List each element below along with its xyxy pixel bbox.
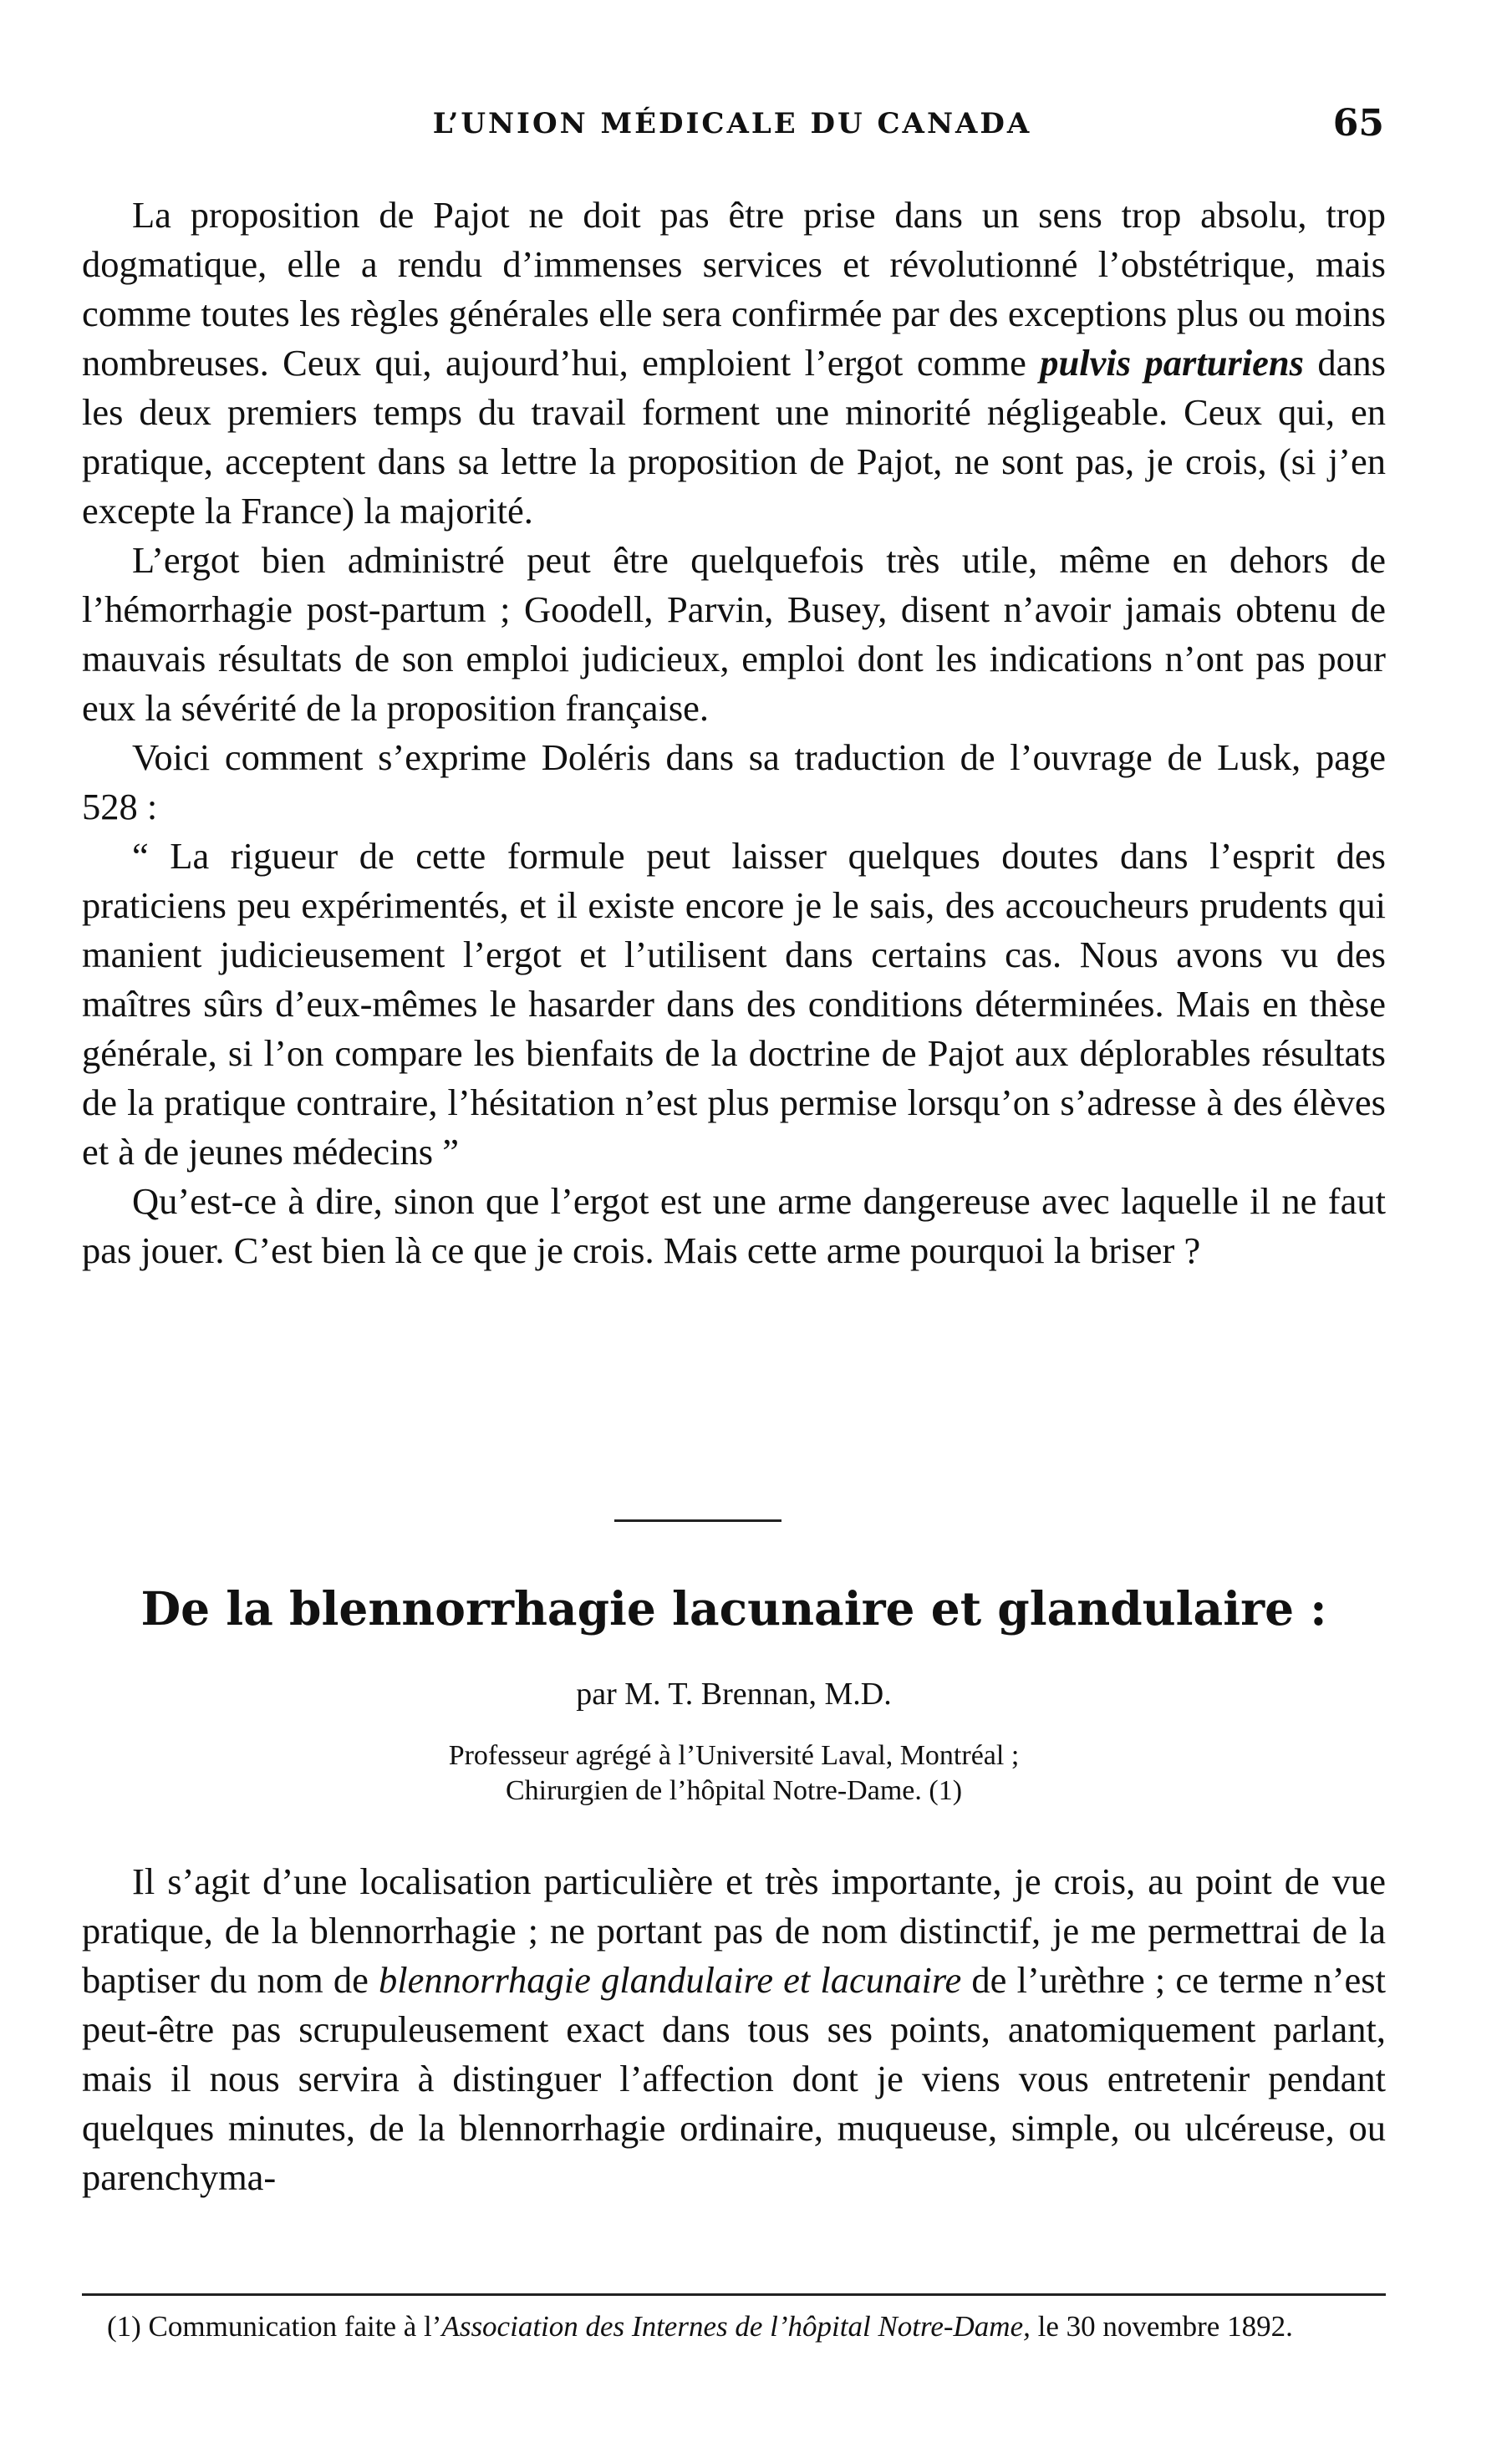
footnote-rule: [82, 2293, 1386, 2296]
paragraph: L’ergot bien administré peut être quelquefois très utile, même en dehors de l’hémorrhagie post-partum ; Goodell, Parvin, Busey, disent n’avoir jamais obtenu de mauvais résultats de son emploi judicieux, emploi dont les indications n’ont pas pour eux la sévérité de la proposition française.: [82, 539, 1386, 729]
footnote-italic: Association des Internes de l’hôpital Notre-Dame,: [441, 2310, 1031, 2343]
footnote-part: (1) Communication faite à l’: [107, 2310, 442, 2343]
section-article-body: [82, 1857, 1386, 2202]
affiliation-line: Professeur agrégé à l’Université Laval, Montréal ;: [448, 1740, 1020, 1771]
section-divider: [614, 1519, 781, 1522]
footnote-part: le 30 novembre 1892.: [1030, 2310, 1293, 2343]
paragraph: [82, 191, 1386, 536]
emphasized-term: blennorrhagie glandulaire et lacunaire: [379, 1959, 962, 2001]
paragraph: [82, 1857, 1386, 2202]
running-title: L’UNION MÉDICALE DU CANADA: [432, 107, 1032, 140]
paragraph-text: dans les deux premiers temps du travail forment une minorité négligeable. Ceux qui, en pratique, acceptent dans sa lettre la proposition de Pajot, ne sont pas, je crois, (si j’en excepte la France) la majorité.: [82, 342, 1386, 532]
paragraph-text: de l’urèthre ; ce terme n’est peut-être pas scrupuleusement exact dans tous ses points, anatomiquement parlant, mais il nous servira à distinguer l’affection dont je viens vous entretenir pendant quelques minutes, de la blennorrhagie ordinaire, muqueuse, simple, ou ulcéreuse, ou parenchyma-: [82, 1959, 1386, 2198]
author-byline: par M. T. Brennan, M.D.: [576, 1677, 892, 1712]
affiliation-line: Chirurgien de l’hôpital Notre-Dame. (1): [505, 1775, 963, 1806]
author-affiliation: [82, 1738, 1386, 1809]
footnote: [82, 2308, 1386, 2345]
paragraph: Voici comment s’exprime Doléris dans sa traduction de l’ouvrage de Lusk, page 528 :: [82, 736, 1386, 827]
quoted-paragraph: “ La rigueur de cette formule peut laisser quelques doutes dans l’esprit des praticiens peu expérimentés, et il existe encore je le sais, des accoucheurs prudents qui manient judicieusement l’ergot et l’utilisent dans certains cas. Nous avons vu des maîtres sûrs d’eux-mêmes le hasarder dans des conditions déterminées. Mais en thèse générale, si l’on compare les bienfaits de la doctrine de Pajot aux déplorables résultats de la pratique contraire, l’hésitation n’est plus permise lorsqu’on s’adresse à des élèves et à de jeunes médecins ”: [82, 835, 1386, 1173]
paragraph-text: Il s’agit d’une localisation particulière et très importante, je crois, au point de vue pratique, de la blennorrhagie ; ne portant pas de nom distinctif, je me permettrai de la baptiser du nom de: [82, 1860, 1386, 2001]
article-title: De la blennorrhagie lacunaire et glandulaire :: [140, 1581, 1327, 1636]
paragraph: Qu’est-ce à dire, sinon que l’ergot est une arme dangereuse avec laquelle il ne faut pas jouer. C’est bien là ce que je crois. Mais cette arme pourquoi la briser ?: [82, 1180, 1386, 1271]
footnote-text: [82, 2308, 1386, 2345]
page-number: 65: [1332, 102, 1384, 145]
latin-term: pulvis parturiens: [1040, 342, 1304, 384]
paragraph-text: La proposition de Pajot ne doit pas être prise dans un sens trop absolu, trop dogmatique, elle a rendu d’immenses services et révolutionné l’obstétrique, mais comme toutes les règles générales elle sera confirmée par des exceptions plus ou moins nombreuses. Ceux qui, aujourd’hui, emploient l’ergot comme: [82, 194, 1386, 384]
section-ergot-discussion: [82, 191, 1386, 1275]
page-header: [80, 102, 1384, 157]
